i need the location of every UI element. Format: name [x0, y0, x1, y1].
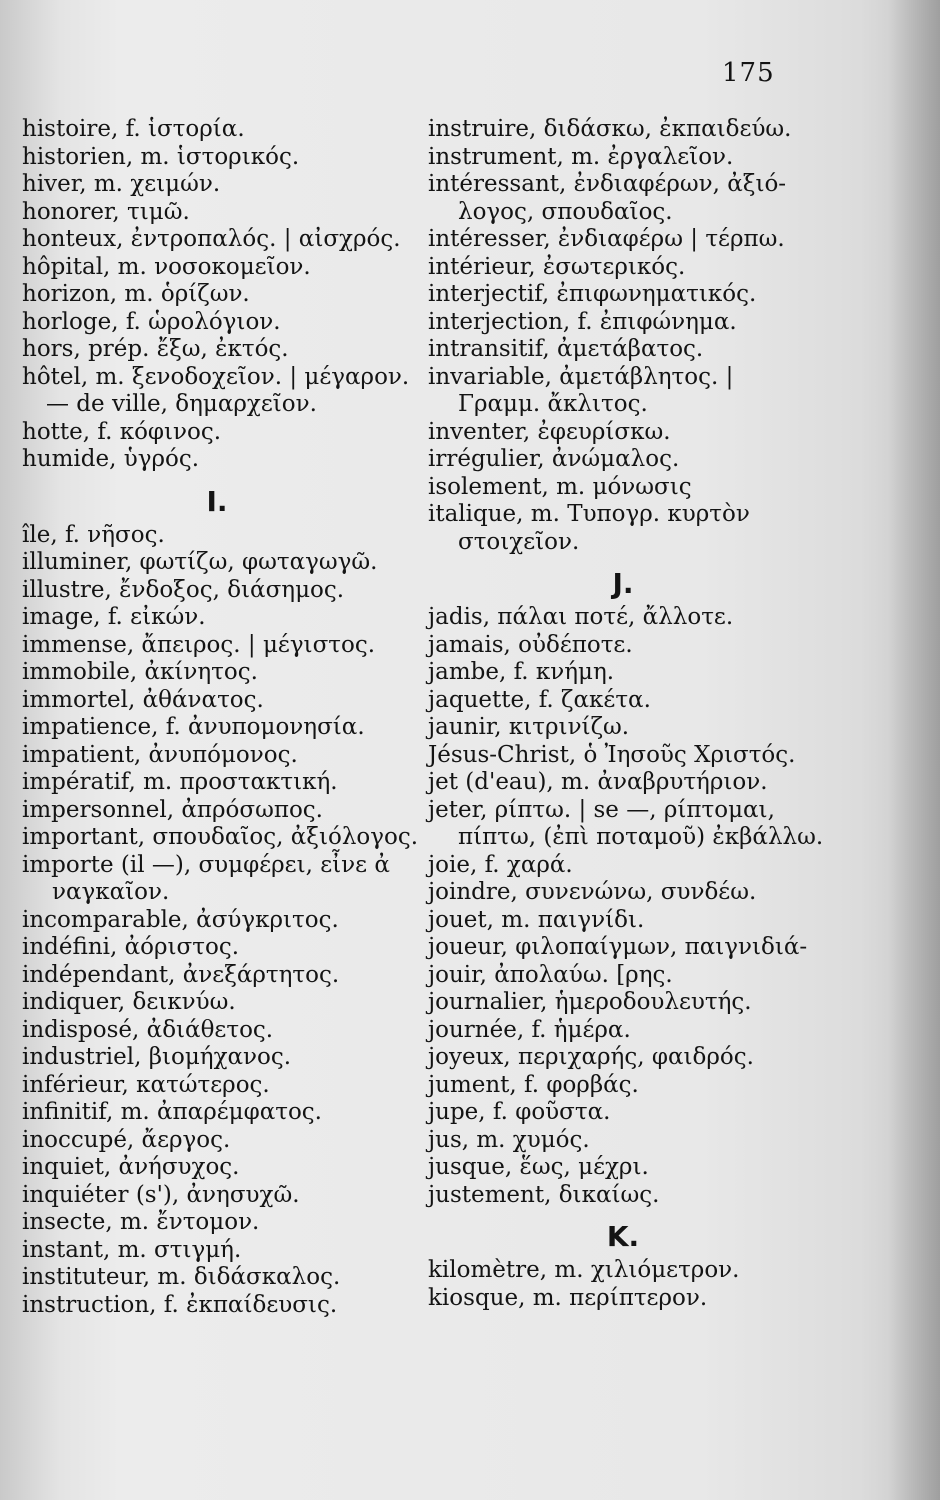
- dictionary-entry: jet (d'eau), m. ἀναβρυτήριον.: [428, 769, 768, 795]
- dictionary-entry: jusque, ἕως, μέχρι.: [428, 1154, 649, 1180]
- dictionary-entry: jambe, f. κνήμη.: [428, 659, 615, 685]
- dictionary-entry: irrégulier, ἀνώμαλος.: [428, 446, 680, 472]
- section-letter-heading: J.: [612, 567, 634, 600]
- dictionary-entry: intéresser, ἐνδιαφέρω | τέρπω.: [428, 226, 785, 252]
- dictionary-entry: hiver, m. χειμών.: [22, 171, 221, 197]
- left-column: [22, 116, 419, 1319]
- dictionary-entry: jouir, ἀπολαύω. [ρης.: [428, 961, 673, 988]
- dictionary-entry: illustre, ἔνδοξος, διάσημος.: [22, 576, 345, 603]
- dictionary-entry: île, f. νῆσος.: [22, 521, 165, 548]
- dictionary-entry: journée, f. ἡμέρα.: [428, 1016, 631, 1043]
- dictionary-entry: — de ville, δημαρχεῖον.: [46, 391, 317, 417]
- dictionary-entry: jus, m. χυμός.: [428, 1126, 590, 1153]
- dictionary-entry: jupe, f. φοῦστα.: [428, 1099, 611, 1125]
- right-column: [428, 116, 824, 1312]
- dictionary-entry: intérieur, ἐσωτερικός.: [428, 253, 686, 280]
- dictionary-entry: interjection, f. ἐπιφώνημα.: [428, 308, 737, 335]
- dictionary-entry: intransitif, ἀμετάβατος.: [428, 336, 704, 362]
- dictionary-entry: immortel, ἀθάνατος.: [22, 686, 264, 713]
- dictionary-entry: impatience, f. ἀνυπομονησία.: [22, 714, 365, 740]
- dictionary-entry: kiosque, m. περίπτερον.: [428, 1284, 708, 1311]
- page-spine-shadow: [888, 0, 940, 1500]
- dictionary-entry: jaquette, f. ζακέτα.: [428, 686, 651, 713]
- dictionary-entry: instruction, f. ἐκπαίδευσις.: [22, 1291, 338, 1318]
- dictionary-entry: jamais, οὐδέποτε.: [428, 631, 633, 658]
- dictionary-entry: italique, m. Τυπογρ. κυρτὸν: [428, 501, 750, 527]
- section-letter-heading: I.: [206, 484, 228, 518]
- dictionary-entry: inquiet, ἀνήσυχος.: [22, 1154, 240, 1180]
- dictionary-entry: inférieur, κατώτερος.: [22, 1071, 270, 1098]
- dictionary-entry: joyeux, περιχαρής, φαιδρός.: [428, 1044, 754, 1070]
- dictionary-entry-continuation: πίπτω, (ἐπὶ ποταμοῦ) ἐκβάλλω.: [458, 824, 824, 850]
- dictionary-entry: histoire, f. ἱστορία.: [22, 116, 245, 142]
- dictionary-entry: jadis, πάλαι ποτέ, ἄλλοτε.: [428, 604, 734, 630]
- dictionary-entry: kilomètre, m. χιλιόμετρον.: [428, 1257, 740, 1283]
- dictionary-entry: impersonnel, ἀπρόσωπος.: [22, 796, 323, 823]
- dictionary-entry: jeter, ρίπτω. | se —, ρίπτομαι,: [428, 796, 775, 823]
- dictionary-entry: instruire, διδάσκω, ἐκπαιδεύω.: [428, 116, 792, 142]
- dictionary-entry: indisposé, ἀδιάθετος.: [22, 1016, 274, 1043]
- dictionary-entry: inventer, ἐφευρίσκω.: [428, 418, 671, 445]
- dictionary-entry: jaunir, κιτρινίζω.: [428, 714, 630, 740]
- dictionary-entry: instant, m. στιγμή.: [22, 1236, 242, 1263]
- dictionary-entry: important, σπουδαῖος, ἀξιόλογος.: [22, 824, 419, 850]
- dictionary-entry: hôtel, m. ξενοδοχεῖον. | μέγαρον.: [22, 363, 410, 390]
- dictionary-entry: jouet, m. παιγνίδι.: [428, 906, 645, 933]
- dictionary-entry: horizon, m. ὁρίζων.: [22, 281, 250, 307]
- dictionary-entry: isolement, m. μόνωσις: [428, 473, 692, 500]
- dictionary-entry: indiquer, δεικνύω.: [22, 989, 236, 1015]
- dictionary-entry: industriel, βιομήχανος.: [22, 1044, 292, 1070]
- dictionary-entry: instituteur, m. διδάσκαλος.: [22, 1264, 341, 1290]
- dictionary-entry-continuation: ναγκαῖον.: [52, 879, 170, 905]
- dictionary-entry: hôpital, m. νοσοκομεῖον.: [22, 253, 311, 280]
- dictionary-entry: jument, f. φορβάς.: [428, 1071, 639, 1098]
- dictionary-entry: image, f. εἰκών.: [22, 604, 206, 630]
- dictionary-entry: inquiéter (s'), ἀνησυχῶ.: [22, 1181, 300, 1208]
- dictionary-entry: joueur, φιλοπαίγμων, παιγνιδιά-: [428, 934, 808, 960]
- dictionary-entry: indéfini, ἀόριστος.: [22, 934, 240, 960]
- dictionary-entry: immense, ἄπειρος. | μέγιστος.: [22, 631, 376, 658]
- dictionary-entry: intéressant, ἐνδιαφέρων, ἀξιό-: [428, 171, 787, 197]
- dictionary-entry-continuation: Γραμμ. ἄκλιτος.: [458, 391, 648, 417]
- dictionary-entry: importe (il —), συμφέρει, εἶνε ἀ: [22, 851, 390, 878]
- dictionary-entry: impatient, ἀνυπόμονος.: [22, 741, 298, 768]
- dictionary-entry: indépendant, ἀνεξάρτητος.: [22, 961, 340, 988]
- dictionary-entry: insecte, m. ἔντομον.: [22, 1209, 260, 1235]
- dictionary-entry: instrument, m. ἐργαλεῖον.: [428, 143, 734, 170]
- dictionary-entry-continuation: στοιχεῖον.: [458, 528, 580, 555]
- dictionary-entry: incomparable, ἀσύγκριτος.: [22, 906, 339, 933]
- dictionary-entry: hotte, f. κόφινος.: [22, 418, 222, 445]
- dictionary-entry: horloge, f. ὡρολόγιον.: [22, 308, 281, 335]
- dictionary-entry: Jésus-Christ, ὁ Ἰησοῦς Χριστός.: [428, 741, 796, 768]
- dictionary-entry: illuminer, φωτίζω, φωταγωγῶ.: [22, 549, 378, 575]
- dictionary-entry: honorer, τιμῶ.: [22, 198, 190, 225]
- dictionary-entry: humide, ὑγρός.: [22, 446, 200, 472]
- dictionary-entry: hors, prép. ἔξω, ἐκτός.: [22, 336, 289, 362]
- dictionary-entry: joindre, συνενώνω, συνδέω.: [428, 879, 757, 905]
- dictionary-entry: journalier, ἡμεροδουλευτής.: [428, 989, 752, 1015]
- dictionary-entry: inoccupé, ἄεργος.: [22, 1126, 231, 1153]
- dictionary-entry: honteux, ἐντροπαλός. | αἰσχρός.: [22, 226, 401, 252]
- dictionary-entry: invariable, ἀμετάβλητος. |: [428, 363, 734, 390]
- dictionary-entry: joie, f. χαρά.: [428, 851, 573, 878]
- dictionary-entry: impératif, m. προστακτική.: [22, 769, 338, 795]
- dictionary-entry: historien, m. ἱστορικός.: [22, 143, 300, 170]
- dictionary-entry-continuation: λογος, σπουδαῖος.: [458, 198, 673, 225]
- dictionary-entry: interjectif, ἐπιφωνηματικός.: [428, 281, 757, 307]
- dictionary-entry: immobile, ἀκίνητος.: [22, 659, 258, 685]
- page-number: 175: [722, 58, 775, 88]
- dictionary-entry: infinitif, m. ἀπαρέμφατος.: [22, 1099, 322, 1125]
- dictionary-entry: justement, δικαίως.: [428, 1181, 660, 1208]
- section-letter-heading: K.: [606, 1220, 640, 1253]
